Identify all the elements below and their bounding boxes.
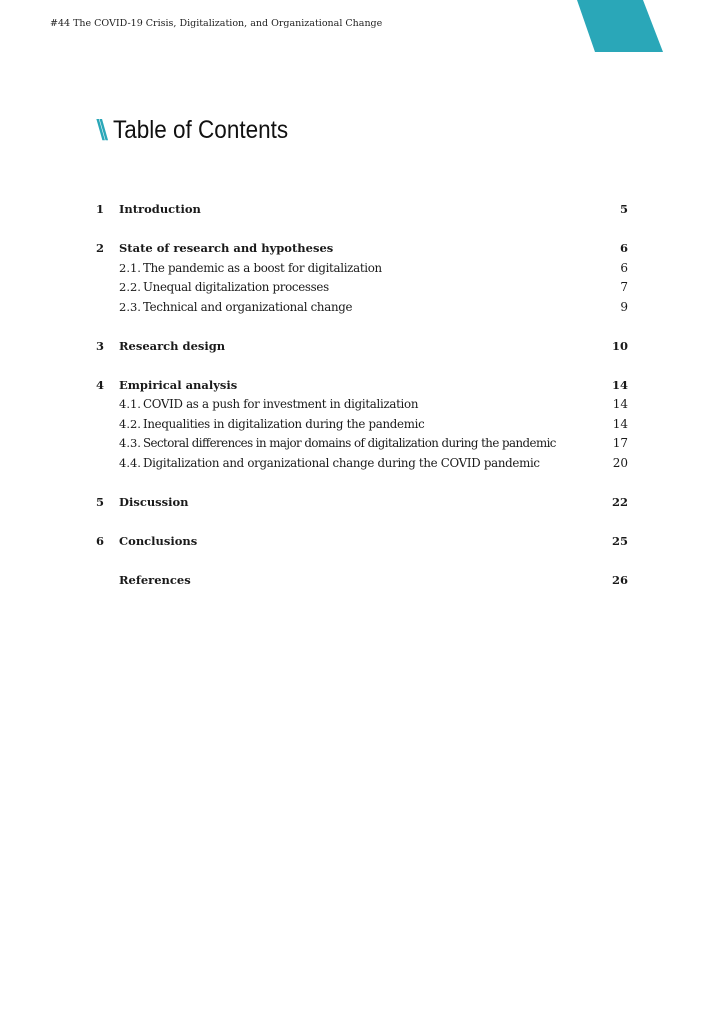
toc-entry-page: 22 — [611, 494, 628, 509]
toc-entry-number: 6 — [96, 533, 105, 548]
toc-entry-page: 10 — [611, 338, 628, 353]
toc-entry-number: 2 — [96, 241, 105, 255]
toc-title: Table of Contents — [113, 115, 289, 144]
toc-subentry-page: 7 — [620, 280, 628, 294]
running-head: #44 The COVID-19 Crisis, Digitalization, and Organizational Change — [50, 18, 383, 29]
toc-subentry-number: 2.2. — [119, 280, 141, 294]
toc-entry-title: Discussion — [119, 494, 189, 509]
toc-list — [96, 200, 628, 590]
toc-entry-5[interactable] — [96, 493, 628, 513]
toc-entry-references[interactable] — [96, 571, 628, 591]
corner-tab-shape — [577, 0, 663, 52]
toc-subentry-title: Digitalization and organizational change during the COVID pandemic — [143, 455, 540, 470]
toc-entry-number: 3 — [96, 338, 105, 353]
toc-subentry-page: 14 — [612, 397, 628, 411]
toc-subentry-title: Sectoral differences in major domains of digitalization during the pandemic — [143, 436, 556, 450]
toc-entry-6[interactable] — [96, 532, 628, 552]
toc-subentry-number: 2.1. — [119, 260, 141, 275]
toc-heading — [96, 112, 308, 148]
toc-entry-2[interactable] — [96, 239, 628, 259]
toc-subentry-number: 4.4. — [119, 455, 141, 470]
toc-subentry-page: 6 — [620, 260, 628, 275]
toc-subentry-2-3[interactable] — [96, 298, 628, 318]
toc-subentry-2-1[interactable] — [96, 259, 628, 279]
toc-subentry-4-1[interactable] — [96, 395, 628, 415]
toc-subentry-title: Unequal digitalization processes — [143, 280, 329, 294]
toc-subentry-page: 14 — [612, 416, 628, 431]
toc-subentry-title: The pandemic as a boost for digitalization — [143, 260, 382, 275]
toc-entry-page: 26 — [611, 572, 628, 587]
toc-subentry-title: Technical and organizational change — [143, 299, 353, 314]
toc-subentry-number: 4.3. — [119, 436, 141, 450]
toc-entry-title: References — [119, 572, 191, 587]
toc-entry-title: Conclusions — [119, 533, 198, 548]
toc-subentry-title: COVID as a push for investment in digitalization — [143, 397, 419, 411]
toc-subentry-number: 4.2. — [119, 416, 141, 431]
corner-tab-decoration — [577, 0, 663, 52]
toc-entry-title: Introduction — [119, 202, 201, 216]
toc-entry-title: State of research and hypotheses — [119, 241, 334, 255]
heading-slash-icon: \\ — [96, 115, 103, 145]
toc-entry-page: 5 — [619, 202, 628, 216]
toc-entry-page: 14 — [611, 377, 628, 392]
toc-subentry-4-3[interactable] — [96, 434, 628, 454]
toc-subentry-page: 20 — [612, 455, 628, 470]
toc-entry-3[interactable] — [96, 337, 628, 357]
toc-subentry-page: 17 — [612, 436, 628, 450]
toc-entry-1[interactable] — [96, 200, 628, 220]
toc-entry-number: 4 — [96, 377, 105, 392]
toc-subentry-2-2[interactable] — [96, 278, 628, 298]
toc-entry-title: Research design — [119, 338, 226, 353]
toc-entry-page: 25 — [611, 533, 628, 548]
toc-subentry-page: 9 — [620, 299, 628, 314]
toc-subentry-title: Inequalities in digitalization during the pandemic — [143, 416, 425, 431]
toc-entry-number: 5 — [96, 494, 105, 509]
toc-entry-4[interactable] — [96, 376, 628, 396]
toc-entry-page: 6 — [619, 241, 628, 255]
toc-entry-title: Empirical analysis — [119, 377, 238, 392]
toc-entry-number: 1 — [96, 202, 105, 216]
toc-subentry-number: 4.1. — [119, 397, 141, 411]
toc-subentry-4-4[interactable] — [96, 454, 628, 474]
toc-subentry-number: 2.3. — [119, 299, 141, 314]
toc-subentry-4-2[interactable] — [96, 415, 628, 435]
